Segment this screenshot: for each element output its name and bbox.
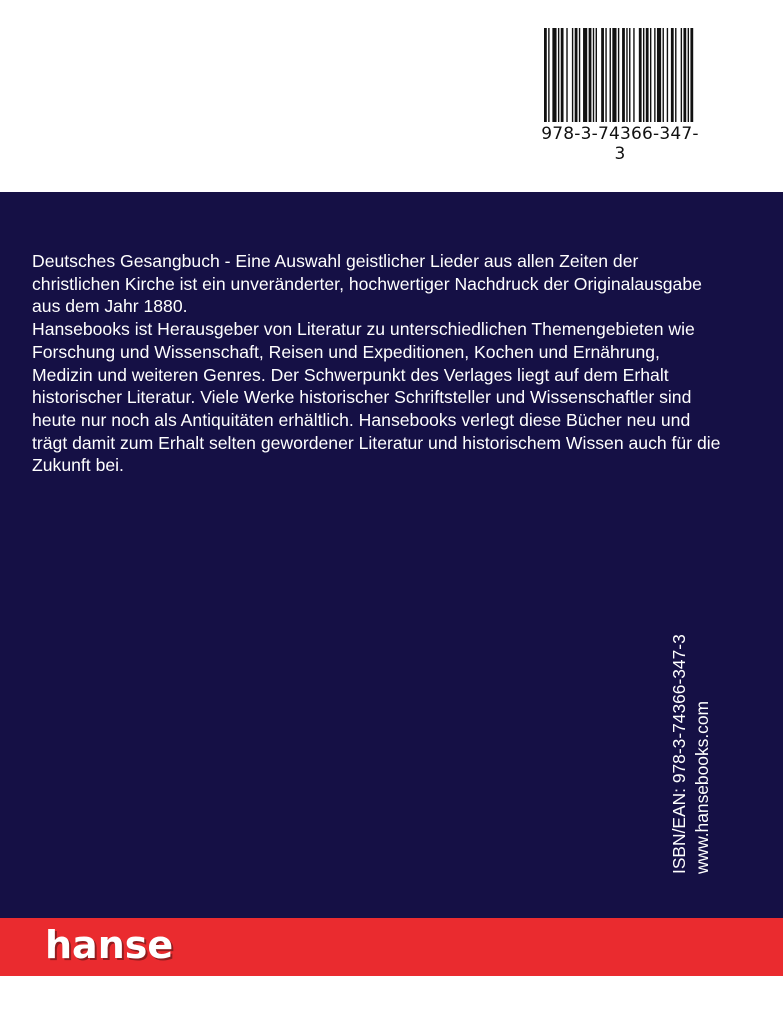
- barcode-bar: [626, 28, 627, 122]
- barcode-bar: [544, 28, 547, 122]
- barcode-bar: [654, 28, 655, 122]
- barcode-bar: [566, 28, 567, 122]
- barcode-bar: [610, 28, 611, 122]
- barcode-bar: [593, 28, 594, 122]
- barcode-number: 978-3-74366-347-3: [541, 124, 699, 164]
- barcode: [540, 28, 700, 164]
- top-white-band: [0, 0, 783, 192]
- barcode-bar: [596, 28, 597, 122]
- barcode-bar: [601, 28, 604, 122]
- barcode-bar: [572, 28, 573, 122]
- side-info: [668, 624, 718, 874]
- barcode-bar: [639, 28, 642, 122]
- barcode-bar: [612, 28, 616, 122]
- barcode-bar: [605, 28, 606, 122]
- barcode-bar: [629, 28, 630, 122]
- back-cover: [0, 192, 783, 918]
- barcode-bar: [643, 28, 644, 122]
- blurb-paragraph-2: Hansebooks ist Herausgeber von Literatur zu unterschiedlichen Themengebieten wie Forschung und Wissenschaft, Reisen und Expeditionen, Kochen und Ernährung, Medizin und weiteren Genres. Der Schwerpunkt des Verlages liegt auf dem Erhalt historischer Literatur. Viele Werke historischer Schriftsteller und Wissenschaftler sind heute nur noch als Antiquitäten erhältlich. Hansebooks verlegt diese Bücher neu und trägt damit zum Erhalt selten gewordener Literatur und historischem Wissen auch für die Zukunft bei.: [32, 319, 721, 476]
- barcode-bar: [657, 28, 661, 122]
- barcode-bar: [650, 28, 651, 122]
- barcode-bar: [690, 28, 693, 122]
- hanse-logo: hanse: [45, 923, 174, 967]
- barcode-bar: [558, 28, 559, 122]
- barcode-bar: [579, 28, 580, 122]
- barcode-bar: [688, 28, 689, 122]
- barcode-bar: [667, 28, 668, 122]
- barcode-bar: [681, 28, 682, 122]
- blurb-paragraph-1: Deutsches Gesangbuch - Eine Auswahl geistlicher Lieder aus allen Zeiten der christlichen Kirche ist ein unveränderter, hochwertiger Nachdruck der Originalausgabe aus dem Jahr 1880.: [32, 251, 702, 317]
- barcode-bar: [589, 28, 592, 122]
- blurb-text: [32, 250, 722, 477]
- barcode-bar: [646, 28, 649, 122]
- bottom-white-band: [0, 976, 783, 1020]
- barcode-bar: [575, 28, 578, 122]
- barcode-bars: [544, 28, 696, 122]
- barcode-bar: [683, 28, 686, 122]
- website-label: www.hansebooks.com: [692, 700, 712, 874]
- barcode-bar: [675, 28, 676, 122]
- barcode-bar: [663, 28, 664, 122]
- barcode-bar: [633, 28, 634, 122]
- isbn-label: ISBN/EAN: 978-3-74366-347-3: [669, 634, 689, 874]
- barcode-bar: [671, 28, 674, 122]
- barcode-bar: [548, 28, 549, 122]
- barcode-bar: [622, 28, 625, 122]
- publisher-band: [0, 918, 783, 976]
- barcode-bar: [618, 28, 619, 122]
- barcode-bar: [583, 28, 587, 122]
- barcode-bar: [552, 28, 556, 122]
- barcode-bar: [561, 28, 564, 122]
